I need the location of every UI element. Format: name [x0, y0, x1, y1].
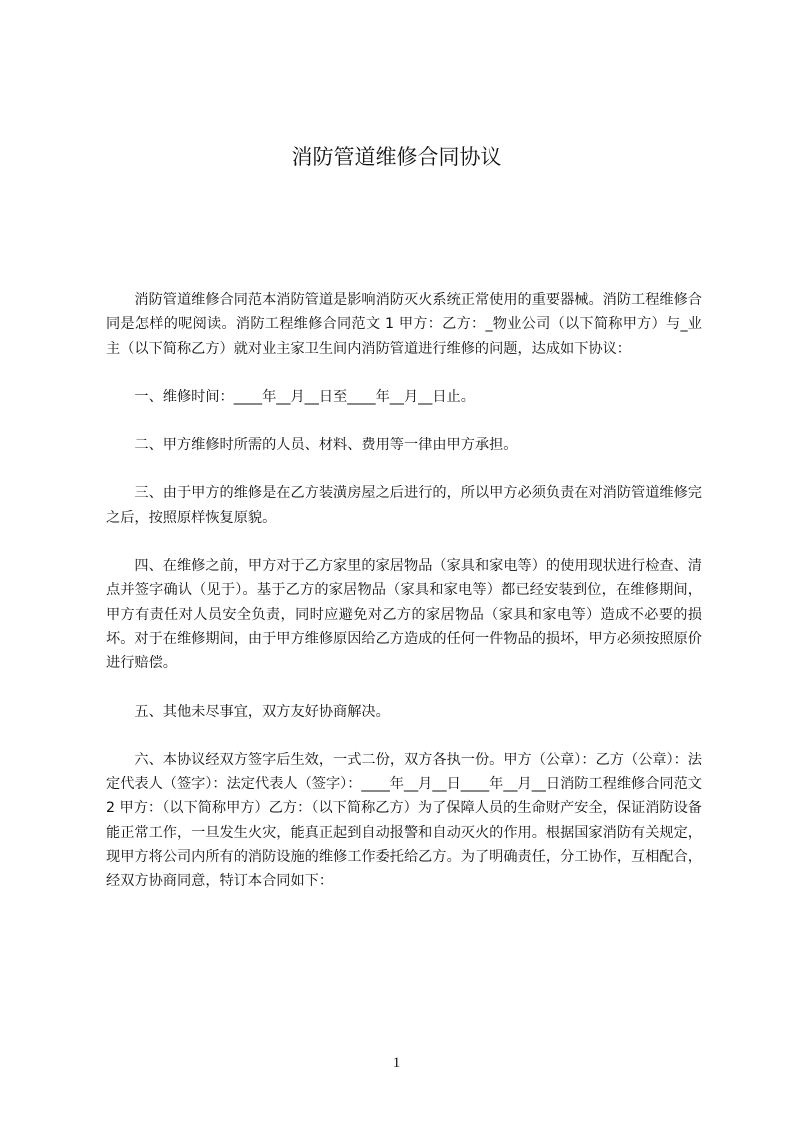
page-number: 1 [392, 1055, 401, 1071]
paragraph-clause-1: 一、维修时间：____年__月__日至____年__月__日止。 [134, 388, 475, 405]
document-title: 消防管道维修合同协议 [291, 145, 502, 169]
document-body [106, 288, 702, 894]
paragraph-intro: 消防管道维修合同范本消防管道是影响消防灭火系统正常使用的重要器械。消防工程维修合同是怎样的呢阅读。消防工程维修合同范文 1 甲方：乙方：_物业公司（以下简称甲方）与_业主（以下简称乙方）就对业主家卫生间内消防管道进行维修的问题，达成如下协议： [106, 292, 702, 357]
paragraph-clause-5: 五、其他未尽事宜，双方友好协商解决。 [134, 703, 390, 720]
paragraph-clause-3: 三、由于甲方的维修是在乙方装潢房屋之后进行的，所以甲方必须负责在对消防管道维修完之后，按照原样恢复原貌。 [106, 485, 702, 526]
paragraph-clause-4: 四、在维修之前，甲方对于乙方家里的家居物品（家具和家电等）的使用现状进行检查、清点并签字确认（见于）。基于乙方的家居物品（家具和家电等）都已经安装到位，在维修期间，甲方有责任对人员安全负责，同时应避免对乙方的家居物品（家具和家电等）造成不必要的损坏。对于在维修期间，由于甲方维修原因给乙方造成的任何一件物品的损坏，甲方必须按照原价进行赔偿。 [106, 558, 702, 672]
paragraph-clause-6: 六、本协议经双方签字后生效，一式二份，双方各执一份。甲方（公章）：乙方（公章）：法定代表人（签字）：法定代表人（签字）：____年__月__日____年__月__日消防工程维修合同范文 2 甲方：（以下简称甲方）乙方：（以下简称乙方）为了保障人员的生命财产安全，保证消防设备能正常工作，一旦发生火灾，能真正起到自动报警和自动灭火的作用。根据国家消防有关规定，现甲方将公司内所有的消防设施的维修工作委托给乙方。为了明确责任，分工协作，互相配合，经双方协商同意，特订本合同如下： [106, 751, 702, 890]
paragraph-clause-2: 二、甲方维修时所需的人员、材料、费用等一律由甲方承担。 [134, 437, 518, 454]
